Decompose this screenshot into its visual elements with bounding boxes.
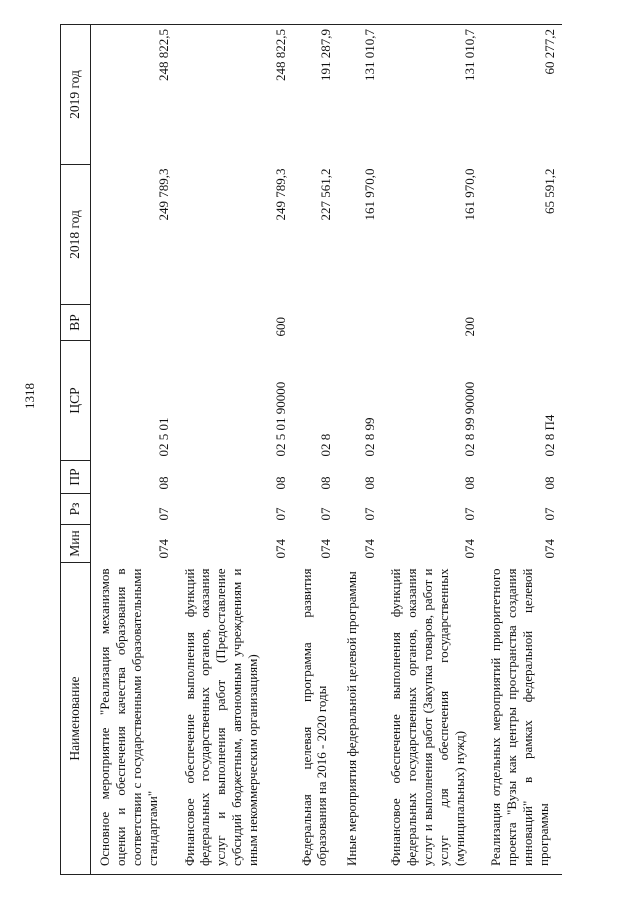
row-csr: 02 8 П4 xyxy=(542,414,558,457)
row-2018: 65 591,2 xyxy=(542,168,558,214)
row-rz: 07 xyxy=(155,507,171,521)
row-2019: 248 822,5 xyxy=(176,25,293,165)
page-number: 1318 xyxy=(22,383,37,409)
row-pr: 08 xyxy=(318,476,334,490)
row-vr xyxy=(91,305,176,341)
row-min: 074 xyxy=(155,539,171,559)
row-2019: 60 277,2 xyxy=(482,25,562,165)
row-csr: 02 8 99 90000 xyxy=(462,381,478,457)
row-min: 074 xyxy=(462,539,478,559)
row-name: Финансовое обеспечение выполнения функций федеральных государственных органов, оказания услуг и выполнения работ (Закупка товаров, работ и услуг для обеспечения государственных (муниципальных) нужд) xyxy=(382,563,482,875)
header-pr: ПР xyxy=(61,461,91,494)
row-pr: 08 xyxy=(272,476,288,490)
row-rz: 07 xyxy=(542,507,558,521)
header-rz: Рз xyxy=(61,494,91,525)
row-vr: 600 xyxy=(272,317,288,337)
row-min: 074 xyxy=(318,539,334,559)
header-2018: 2018 год xyxy=(61,165,91,305)
row-rz: 07 xyxy=(462,507,478,521)
header-csr: ЦСР xyxy=(61,341,91,461)
row-csr: 02 8 xyxy=(318,433,334,457)
table-row xyxy=(176,25,293,875)
row-pr: 08 xyxy=(462,476,478,490)
row-2018: 161 970,0 xyxy=(462,168,478,221)
row-csr: 02 5 01 90000 xyxy=(272,381,288,457)
row-pr: 08 xyxy=(542,476,558,490)
row-vr xyxy=(293,305,339,341)
row-min: 074 xyxy=(272,539,288,559)
row-pr: 08 xyxy=(362,476,378,490)
row-2019: 131 010,7 xyxy=(382,25,482,165)
table-row xyxy=(382,25,482,875)
header-vr: ВР xyxy=(61,305,91,341)
header-2019: 2019 год xyxy=(61,25,91,165)
header-name: Наименование xyxy=(61,563,91,875)
table-row xyxy=(338,25,382,875)
row-pr: 08 xyxy=(155,476,171,490)
table-row xyxy=(91,25,176,875)
row-name: Основное мероприятие "Реализация механизмов оценки и обеспечения качества образования в соответствии с государственными образовательными стандартами" xyxy=(91,563,176,875)
row-min: 074 xyxy=(362,539,378,559)
row-name: Реализация отдельных мероприятий приоритетного проекта "Вузы как центры пространства создания инноваций" в рамках федеральной целевой программы xyxy=(482,563,562,875)
row-min: 074 xyxy=(542,539,558,559)
row-2019: 248 822,5 xyxy=(91,25,176,165)
row-rz: 07 xyxy=(318,507,334,521)
row-rz: 07 xyxy=(362,507,378,521)
budget-table xyxy=(60,24,562,875)
row-rz: 07 xyxy=(272,507,288,521)
row-2019: 191 287,9 xyxy=(293,25,339,165)
row-2018: 249 789,3 xyxy=(272,168,288,221)
row-csr: 02 5 01 xyxy=(155,417,171,457)
header-min: Мин xyxy=(61,525,91,563)
row-2018: 249 789,3 xyxy=(155,168,171,221)
row-vr xyxy=(482,305,562,341)
header-row xyxy=(61,25,91,875)
row-name: Иные мероприятия федеральной целевой программы xyxy=(338,563,382,875)
row-2018: 227 561,2 xyxy=(318,168,334,221)
row-name: Федеральная целевая программа развития образования на 2016 - 2020 годы xyxy=(293,563,339,875)
row-vr: 200 xyxy=(462,317,478,337)
row-vr xyxy=(338,305,382,341)
table-row xyxy=(482,25,562,875)
row-csr: 02 8 99 xyxy=(362,417,378,457)
row-2019: 131 010,7 xyxy=(338,25,382,165)
table-row xyxy=(293,25,339,875)
row-2018: 161 970,0 xyxy=(362,168,378,221)
budget-table-page xyxy=(60,25,560,875)
row-name: Финансовое обеспечение выполнения функций федеральных государственных органов, оказания услуг и выполнения работ (Предоставление субсидий бюджетным, автономным учреждениям и иным некоммерческим организациям) xyxy=(176,563,293,875)
